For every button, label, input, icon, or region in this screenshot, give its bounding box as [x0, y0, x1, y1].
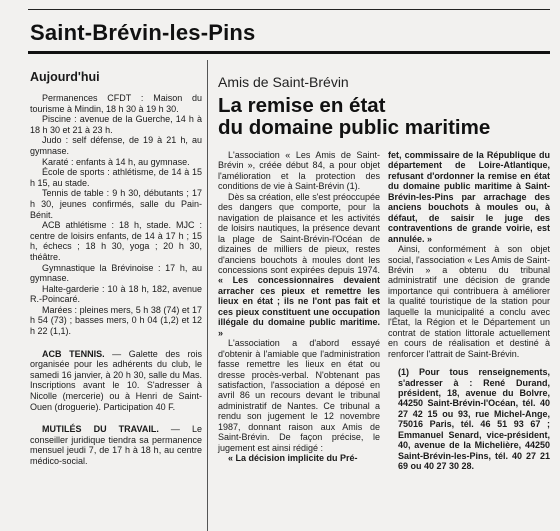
agenda-item: Halte-garderie : 10 à 18 h, 182, avenue R.-Poincaré. — [30, 283, 202, 305]
mutiles-title: MUTILÉS DU TRAVAIL. — [42, 424, 159, 435]
agenda-item: Tennis de table : 9 h 30, débutants ; 17 h 30, jeunes confirmés, salle du Pain-Bénit. — [30, 188, 202, 220]
article-paragraph — [218, 453, 380, 463]
tennis-title: ACB TENNIS. — [42, 348, 105, 359]
agenda-item: Piscine : avenue de la Guerche, 14 h à 18 h 30 et 21 à 23 h. — [30, 114, 202, 135]
mutiles-text: — Le conseiller juridique tiendra sa permanence mensuel jeudi 7, de 17 h à 18 h, au centre médico-social. — [30, 424, 202, 466]
title-rule — [28, 51, 550, 54]
mutiles-notice — [30, 424, 202, 466]
agenda-item: Gymnastique la Brévinoise : 17 h, au gymnase. — [30, 262, 202, 284]
article-quote: « La décision implicite du Pré- — [228, 453, 358, 464]
article-text: Dès sa création, elle s'est préoccupée des dangers que comporte, pour la navigation de plaisance et les activités de loisirs nautiques, la présence devant la plage de Saint-Brévin-l'Océan de dizaines de milliers de pieux, restes d'anciens bouchots à moules dont les concessions sont expirées depuis 1974. — [218, 191, 380, 275]
article-paragraph: L'association « Les Amis de Saint-Brévin », créée début 84, a pour objet l'amélioration et la protection des conditions de vie à Saint-Brévin (1). — [218, 150, 380, 192]
agenda-heading: Aujourd'hui — [30, 70, 100, 84]
top-rule — [28, 9, 550, 10]
agenda-column — [30, 70, 202, 467]
article-quote: « Les concessionnaires devaient arracher ces pieux et remettre les lieux en état ; ils ne l'ont pas fait et ces pieux constituent une occupation illégale du domaine public maritime. » — [218, 275, 380, 338]
agenda-item: Karaté : enfants à 14 h, au gymnase. — [42, 156, 190, 167]
article-kicker: Amis de Saint-Brévin — [218, 74, 349, 90]
agenda-item: Marées : pleines mers, 5 h 38 (74) et 17 h 54 (73) ; basses mers, 0 h 04 (1,2) et 12 h 22 (1,1). — [30, 304, 202, 337]
agenda-item: École de sports : athlétisme, de 14 à 15 h 15, au stade. — [30, 167, 202, 188]
headline-line-2: du domaine public maritime — [218, 116, 491, 139]
contact-footnote: (1) Pour tous renseignements, s'adresser à : René Durand, président, 18, avenue du Bolvre, 44250 Saint-Brévin-l'Océan, tél. 40 27 42 15 ou 93, rue Michel-Ange, 75016 Paris, tél. 46 51 93 67 ; Emmanuel Senard, vice-président, 40, avenue de la Michelière, 44250 Saint-Brévin-les-Pins, tél. 40 27 21 69 ou 40 27 30 28. — [398, 367, 550, 472]
article-column-1 — [218, 150, 380, 464]
article-paragraph — [388, 150, 550, 244]
tennis-notice — [30, 349, 202, 413]
agenda-item: ACB athlétisme : 18 h, stade. MJC : centre de loisirs enfants, de 14 à 17 h ; 15 h, échecs ; 18 h 30, yoga ; 20 h 30, théâtre. — [30, 220, 202, 262]
article-paragraph — [218, 192, 380, 338]
section-title: Saint-Brévin-les-Pins — [30, 20, 256, 45]
article-paragraph: Ainsi, conformément à son objet social, l'association « Les Amis de Saint-Brévin » a obtenu du tribunal administratif une décision de grande importance qui contribuera à améliorer la qualité touristique de la station pour laquelle la municipalité a conclu avec l'État, la Région et le Département un contrat de station littorale actuellement en cours de réalisation et destiné à renforcer l'attrait de Saint-Brévin. — [388, 244, 550, 359]
article-headline — [218, 95, 548, 139]
headline-line-1: La remise en état — [218, 94, 386, 117]
tennis-text: — Galette des rois organisée pour les adhérents du club, le samedi 16 janvier, à 20 h 30, salle du Mas. Inscriptions avant le 10. S'adresser à Nicolle (mercerie) ou à Henri de Saint-Ouen (droguerie). Participation 40 F. — [30, 348, 202, 412]
article-column-2 — [388, 150, 550, 472]
article-quote: fet, commissaire de la République du département de Loire-Atlantique, refusant d'ordonner la remise en état du domaine public maritime à Saint-Brévin-les-Pins par arrachage des anciens bouchots à moules ou, à défaut, de saisir le juge des contraventions de grande voirie, est annulée. » — [388, 150, 550, 244]
agenda-item: Permanences CFDT : Maison du tourisme à Mindin, 18 h 30 à 19 h 30. — [30, 93, 202, 114]
article-paragraph: L'association a d'abord essayé d'obtenir à l'amiable que l'administration fasse remettre les lieux en état ou dresse procès-verbal. N'obtenant pas satisfaction, l'association a déposé en avril 86 un recours devant le tribunal administratif de Nantes. Ce tribunal a rendu son jugement le 12 novembre 1987, donnant raison aux Amis de Saint-Brévin. De façon précise, le jugement est ainsi rédigé : — [218, 338, 380, 453]
column-divider — [207, 60, 208, 531]
agenda-item: Judo : self défense, de 19 à 21 h, au gymnase. — [30, 135, 202, 156]
